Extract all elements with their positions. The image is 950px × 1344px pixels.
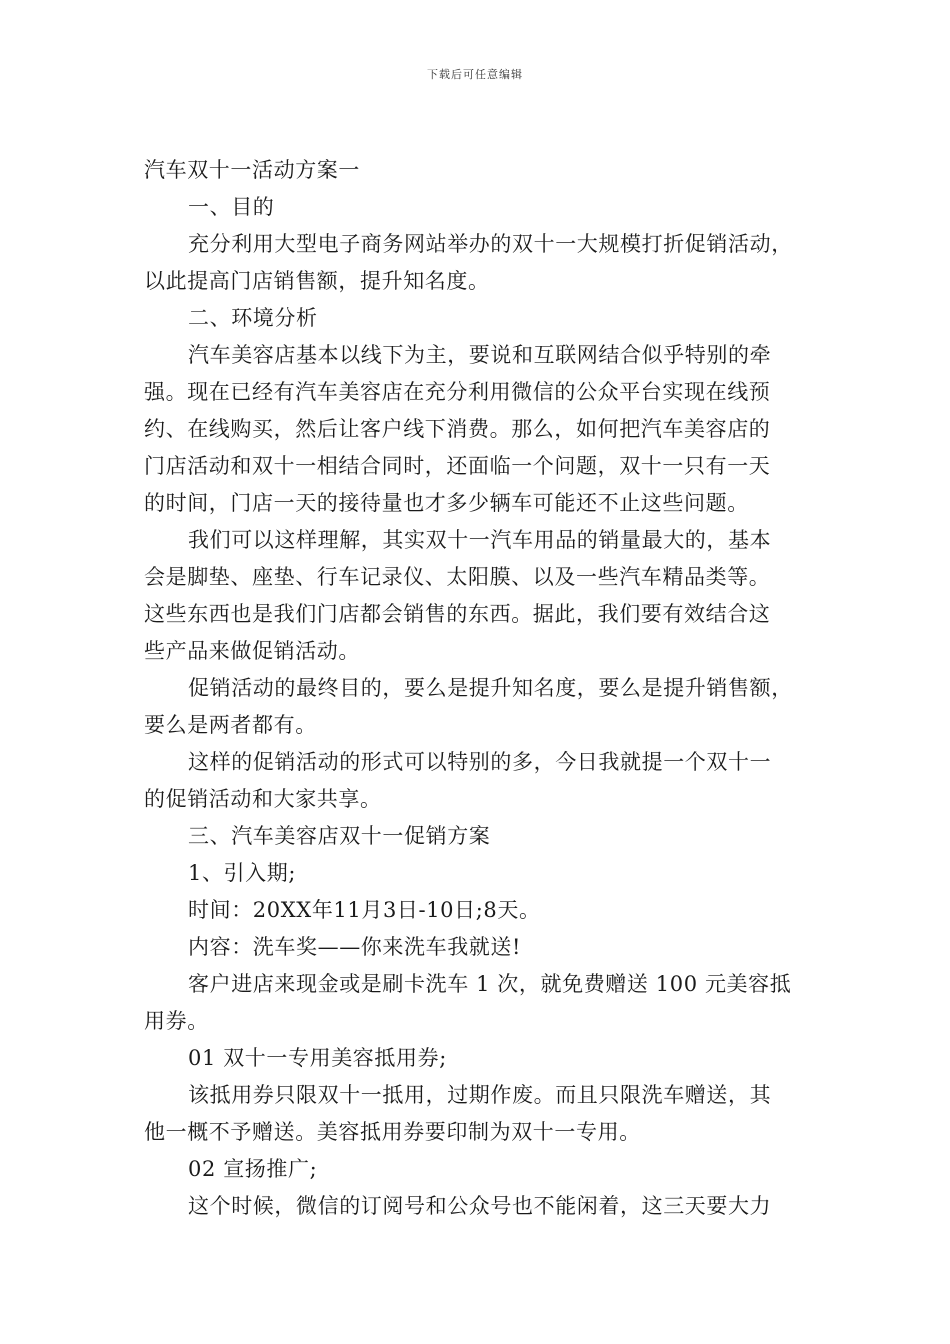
text-line: 我们可以这样理解，其实双十一汽车用品的销量最大的，基本 <box>188 528 772 552</box>
text-line: 他一概不予赠送。美容抵用券要印制为双十一专用。 <box>144 1120 641 1144</box>
text-line: 约、在线购买，然后让客户线下消费。那么，如何把汽车美容店的 <box>144 417 771 441</box>
text-line: 这个时候，微信的订阅号和公众号也不能闲着，这三天要大力 <box>188 1194 772 1218</box>
text-line: 以此提高门店销售额，提升知名度。 <box>144 269 490 293</box>
text-line: 用券。 <box>144 1009 209 1033</box>
text-line: 02 宣扬推广; <box>188 1157 318 1181</box>
text-line: 01 双十一专用美容抵用券; <box>188 1046 447 1070</box>
text-line: 二、环境分析 <box>188 306 318 330</box>
text-line: 客户进店来现金或是刷卡洗车 1 次，就免费赠送 100 元美容抵 <box>188 972 792 996</box>
text-line: 这些东西也是我们门店都会销售的东西。据此，我们要有效结合这 <box>144 602 771 626</box>
text-line: 会是脚垫、座垫、行车记录仪、太阳膜、以及一些汽车精品类等。 <box>144 565 771 589</box>
text-line: 该抵用券只限双十一抵用，过期作废。而且只限洗车赠送，其 <box>188 1083 772 1107</box>
header-note: 下载后可任意编辑 <box>427 68 523 81</box>
text-line: 些产品来做促销活动。 <box>144 639 360 663</box>
text-line: 强。现在已经有汽车美容店在充分利用微信的公众平台实现在线预 <box>144 380 771 404</box>
text-line: 三、汽车美容店双十一促销方案 <box>188 824 491 848</box>
document-body <box>144 152 808 1225</box>
text-line: 充分利用大型电子商务网站举办的双十一大规模打折促销活动， <box>188 232 793 256</box>
text-line: 的时间，门店一天的接待量也才多少辆车可能还不止这些问题。 <box>144 491 749 515</box>
text-line: 门店活动和双十一相结合同时，还面临一个问题，双十一只有一天 <box>144 454 771 478</box>
text-line: 的促销活动和大家共享。 <box>144 787 382 811</box>
text-line: 这样的促销活动的形式可以特别的多，今日我就提一个双十一 <box>188 750 772 774</box>
text-line: 内容：洗车奖——你来洗车我就送! <box>188 935 522 959</box>
text-line: 1、引入期; <box>188 861 297 885</box>
text-line: 促销活动的最终目的，要么是提升知名度，要么是提升销售额， <box>188 676 793 700</box>
text-line: 要么是两者都有。 <box>144 713 317 737</box>
document-title: 汽车双十一活动方案一 <box>144 158 360 182</box>
text-line: 时间：20XX年11月3日-10日;8天。 <box>188 898 541 922</box>
text-line: 汽车美容店基本以线下为主，要说和互联网结合似乎特别的牵 <box>188 343 772 367</box>
text-line: 一、目的 <box>188 195 275 219</box>
